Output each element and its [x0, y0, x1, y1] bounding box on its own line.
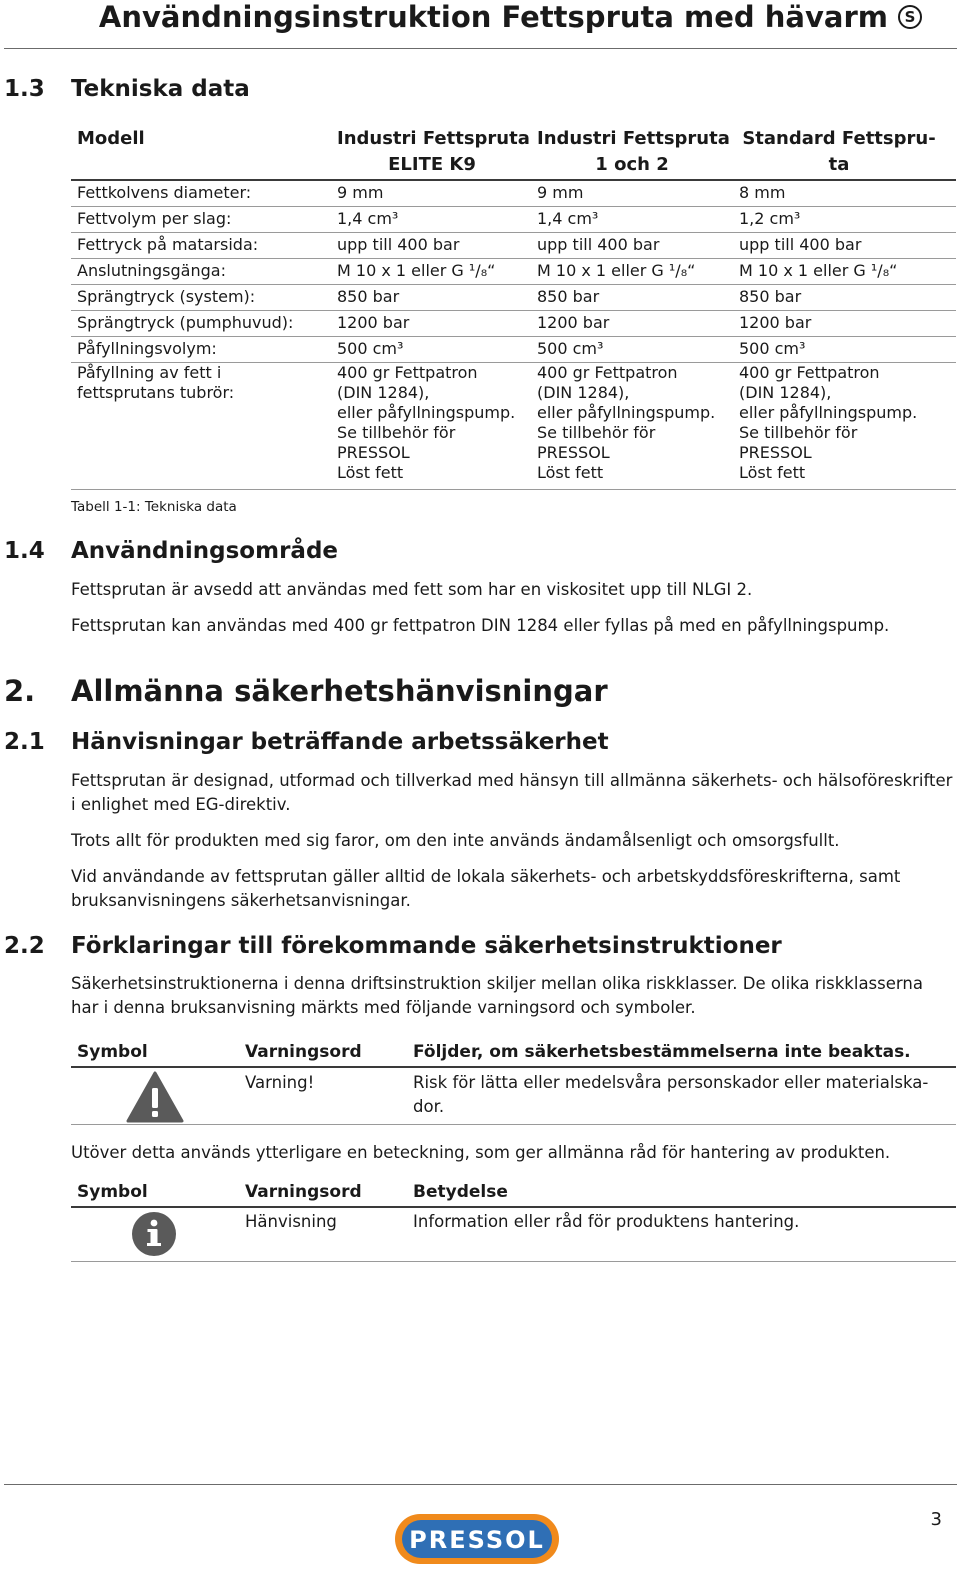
table-row: [71, 363, 956, 490]
info-circle-icon: [131, 1211, 177, 1257]
signal-word-header: Varningsord: [245, 1042, 362, 1062]
table-rule: [71, 1124, 956, 1125]
warning-triangle-icon: [126, 1071, 184, 1123]
table-row: [71, 181, 956, 207]
row-value: M 10 x 1 eller G ¹/₈“: [337, 261, 496, 280]
row-label: Fettryck på matarsida:: [77, 235, 259, 254]
table-row: [71, 285, 956, 311]
meaning-header: Betydelse: [413, 1182, 508, 1202]
row-value: upp till 400 bar: [537, 235, 660, 254]
paragraph: Fettsprutan kan användas med 400 gr fettpatron DIN 1284 eller fyllas på med en påfyllningspump.: [71, 616, 890, 635]
table-row: [71, 207, 956, 233]
row-value: 400 gr Fettpatron (DIN 1284), eller påfyllningspump. Se tillbehör för PRESSOL Löst fett: [537, 363, 716, 482]
page-header: [99, 0, 922, 34]
row-value: 850 bar: [739, 287, 802, 306]
table-header-standard: Standard Fettspru- ta: [742, 128, 936, 175]
row-value: 500 cm³: [337, 339, 404, 358]
table-row: [71, 233, 956, 259]
section-number-2-2: 2.2: [4, 933, 45, 959]
row-value: 8 mm: [739, 183, 786, 202]
section-title-2: Allmänna säkerhetshänvisningar: [71, 674, 608, 708]
row-value: 400 gr Fettpatron (DIN 1284), eller påfyllningspump. Se tillbehör för PRESSOL Löst fett: [337, 363, 516, 482]
section-number-2: 2.: [4, 674, 36, 708]
signal-word-header: Varningsord: [245, 1182, 362, 1202]
language-badge: S: [898, 5, 922, 29]
table-header-model: Modell: [77, 128, 145, 149]
row-value: 9 mm: [537, 183, 584, 202]
signal-word-warning: Varning!: [245, 1073, 315, 1092]
note-meaning: Information eller råd för produktens hantering.: [413, 1212, 800, 1231]
row-label: Sprängtryck (system):: [77, 287, 256, 306]
section-title-1-4: Användningsområde: [71, 538, 339, 564]
row-value: 1,2 cm³: [739, 209, 801, 228]
table-row: [71, 259, 956, 285]
row-label: Sprängtryck (pumphuvud):: [77, 313, 294, 332]
table-row: [71, 311, 956, 337]
row-label: Fettvolym per slag:: [77, 209, 232, 228]
row-value: 1200 bar: [537, 313, 610, 332]
table-header-elite-k9: Industri Fettspruta ELITE K9: [337, 128, 530, 175]
row-value: 1200 bar: [337, 313, 410, 332]
row-value: upp till 400 bar: [337, 235, 460, 254]
row-label: Anslutningsgänga:: [77, 261, 226, 280]
symbol-header: Symbol: [77, 1042, 148, 1062]
section-title-2-2: Förklaringar till förekommande säkerhetsinstruktioner: [71, 933, 782, 959]
row-value: 1,4 cm³: [337, 209, 399, 228]
paragraph: Utöver detta används ytterligare en beteckning, som ger allmänna råd för hantering av produkten.: [71, 1143, 891, 1162]
paragraph: Vid användande av fettsprutan gäller alltid de lokala säkerhets- och arbetskyddsföreskrifterna, samt bruksanvisningens säkerhetsanvisningar.: [71, 867, 901, 910]
section-title-1-3: Tekniska data: [71, 76, 250, 102]
row-value: 1200 bar: [739, 313, 812, 332]
document-title: Användningsinstruktion Fettspruta med hävarm: [98, 0, 888, 34]
row-label: Påfyllning av fett i fettsprutans tubrör:: [77, 363, 235, 402]
table-caption: Tabell 1-1: Tekniska data: [71, 499, 237, 515]
section-number-2-1: 2.1: [4, 729, 45, 755]
footer-rule: [4, 1484, 957, 1485]
table-row: [71, 337, 956, 363]
row-label: Fettkolvens diameter:: [77, 183, 252, 202]
symbol-header: Symbol: [77, 1182, 148, 1202]
consequence-header: Följder, om säkerhetsbestämmelserna inte beaktas.: [413, 1042, 911, 1062]
paragraph: Säkerhetsinstruktionerna i denna driftsinstruktion skiljer mellan olika riskklasser. De olika riskklasserna har i denna bruksanvisning märkts med följande varningsord och symboler.: [71, 974, 923, 1017]
row-value: 400 gr Fettpatron (DIN 1284), eller påfyllningspump. Se tillbehör för PRESSOL Löst fett: [739, 363, 918, 482]
warning-consequence: Risk för lätta eller medelsvåra personskador eller materialska- dor.: [413, 1073, 929, 1116]
row-value: 9 mm: [337, 183, 384, 202]
section-title-2-1: Hänvisningar beträffande arbetssäkerhet: [71, 729, 609, 755]
paragraph: Fettsprutan är avsedd att användas med fett som har en viskositet upp till NLGI 2.: [71, 580, 753, 599]
table-header-rule: [71, 179, 956, 181]
row-value: 850 bar: [337, 287, 400, 306]
section-number-1-4: 1.4: [4, 538, 45, 564]
signal-word-note: Hänvisning: [245, 1212, 337, 1231]
table-header-industri-1-2: Industri Fettspruta 1 och 2: [537, 128, 730, 175]
row-value: 500 cm³: [739, 339, 806, 358]
row-value: M 10 x 1 eller G ¹/₈“: [739, 261, 898, 280]
row-value: M 10 x 1 eller G ¹/₈“: [537, 261, 696, 280]
row-value: upp till 400 bar: [739, 235, 862, 254]
section-number-1-3: 1.3: [4, 76, 45, 102]
table-rule: [71, 1066, 956, 1068]
row-value: 500 cm³: [537, 339, 604, 358]
row-value: 850 bar: [537, 287, 600, 306]
table-rule: [71, 1261, 956, 1262]
logo-text: PRESSOL: [409, 1526, 545, 1554]
row-label: Påfyllningsvolym:: [77, 339, 217, 358]
pressol-logo: [393, 1511, 561, 1567]
paragraph: Trots allt för produkten med sig faror, om den inte används ändamålsenligt och omsorgsfullt.: [71, 831, 840, 850]
table-rule: [71, 1206, 956, 1208]
header-rule: [4, 48, 957, 49]
paragraph: Fettsprutan är designad, utformad och tillverkad med hänsyn till allmänna säkerhets- och hälsoföreskrifter i enlighet med EG-direktiv.: [71, 771, 953, 814]
page-number: 3: [930, 1509, 942, 1530]
row-value: 1,4 cm³: [537, 209, 599, 228]
